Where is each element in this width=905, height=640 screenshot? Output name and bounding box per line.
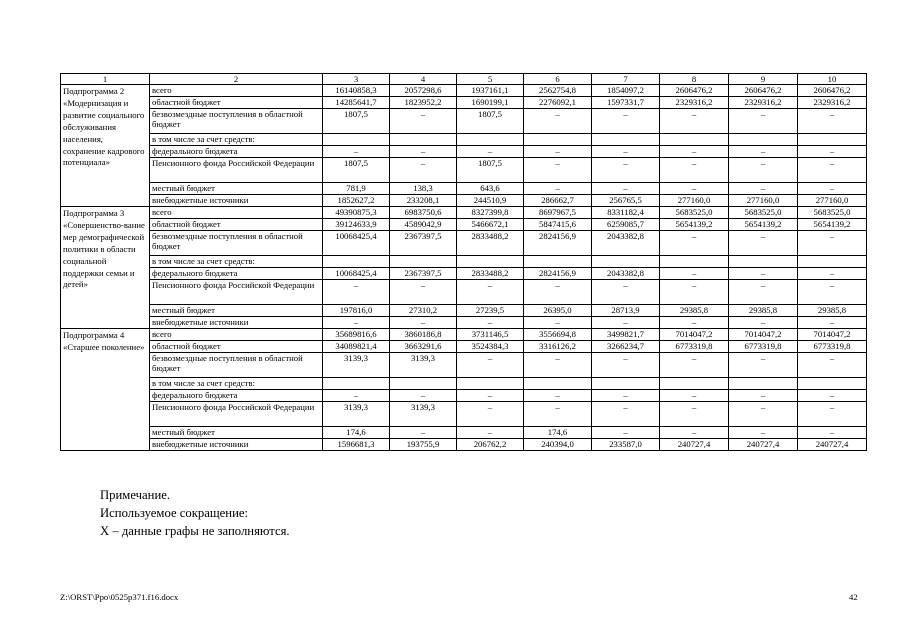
value-cell: 643,6 xyxy=(457,183,524,195)
value-cell: 4589042,9 xyxy=(390,219,457,231)
note-title: Примечание. xyxy=(100,488,171,502)
footer-file-path: Z:\ORST\Ppo\0525p371.f16.docx xyxy=(60,592,179,602)
value-cell: – xyxy=(798,427,867,439)
table-row xyxy=(61,305,867,317)
value-cell: 5654139,2 xyxy=(729,219,798,231)
value-cell: – xyxy=(660,109,729,134)
value-cell: 2367397,5 xyxy=(390,231,457,256)
value-cell: 1823952,2 xyxy=(390,97,457,109)
value-cell: – xyxy=(798,353,867,378)
value-cell: – xyxy=(660,158,729,183)
value-cell: 27239,5 xyxy=(457,305,524,317)
value-cell: 1807,5 xyxy=(323,109,390,134)
value-cell: 5466672,1 xyxy=(457,219,524,231)
column-number: 7 xyxy=(592,74,660,85)
value-cell: 35689816,6 xyxy=(323,329,390,341)
column-number: 1 xyxy=(61,74,150,85)
value-cell: 1596681,3 xyxy=(323,439,390,451)
table-row xyxy=(61,158,867,183)
value-cell: – xyxy=(729,353,798,378)
value-cell xyxy=(798,378,867,390)
value-cell: – xyxy=(390,390,457,402)
value-cell xyxy=(729,256,798,268)
value-cell: – xyxy=(798,158,867,183)
value-cell xyxy=(524,256,592,268)
value-cell: 2606476,2 xyxy=(798,85,867,97)
value-cell: 3499821,7 xyxy=(592,329,660,341)
row-label-cell: в том числе за счет средств: xyxy=(150,256,323,268)
table-row xyxy=(61,280,867,305)
value-cell: – xyxy=(592,146,660,158)
value-cell: 2276092,1 xyxy=(524,97,592,109)
value-cell: 3860186,8 xyxy=(390,329,457,341)
value-cell: 49390875,3 xyxy=(323,207,390,219)
value-cell: 34089821,4 xyxy=(323,341,390,353)
value-cell: 197816,0 xyxy=(323,305,390,317)
value-cell: – xyxy=(524,109,592,134)
value-cell: 39124633,9 xyxy=(323,219,390,231)
table-row xyxy=(61,219,867,231)
value-cell: 277160,0 xyxy=(660,195,729,207)
row-label-cell: внебюджетные источники xyxy=(150,439,323,451)
row-label-cell: всего xyxy=(150,329,323,341)
column-number: 2 xyxy=(150,74,323,85)
table-row xyxy=(61,134,867,146)
value-cell xyxy=(390,256,457,268)
row-label-cell: местный бюджет xyxy=(150,427,323,439)
value-cell: – xyxy=(524,158,592,183)
value-cell: – xyxy=(660,427,729,439)
table-row xyxy=(61,268,867,280)
value-cell xyxy=(524,134,592,146)
note-block xyxy=(100,486,290,541)
table-row xyxy=(61,207,867,219)
value-cell xyxy=(798,134,867,146)
value-cell: 6773319,8 xyxy=(660,341,729,353)
value-cell: 206762,2 xyxy=(457,439,524,451)
value-cell: 3266234,7 xyxy=(592,341,660,353)
column-number: 10 xyxy=(798,74,867,85)
row-label-cell: внебюджетные источники xyxy=(150,317,323,329)
table-row xyxy=(61,231,867,256)
value-cell: 6259085,7 xyxy=(592,219,660,231)
row-label-cell: всего xyxy=(150,85,323,97)
value-cell: – xyxy=(729,427,798,439)
value-cell: – xyxy=(660,183,729,195)
value-cell: – xyxy=(457,317,524,329)
value-cell xyxy=(390,378,457,390)
value-cell: 3524384,3 xyxy=(457,341,524,353)
value-cell: – xyxy=(323,317,390,329)
value-cell: 286662,7 xyxy=(524,195,592,207)
value-cell: – xyxy=(524,353,592,378)
value-cell: 5654139,2 xyxy=(660,219,729,231)
table-row xyxy=(61,256,867,268)
value-cell: 233208,1 xyxy=(390,195,457,207)
value-cell: – xyxy=(390,109,457,134)
value-cell: – xyxy=(592,183,660,195)
row-label-cell: федерального бюджета xyxy=(150,146,323,158)
value-cell xyxy=(457,256,524,268)
value-cell: 7014047,2 xyxy=(798,329,867,341)
value-cell: – xyxy=(798,183,867,195)
value-cell: – xyxy=(660,402,729,427)
value-cell: 3556694,8 xyxy=(524,329,592,341)
value-cell: 2606476,2 xyxy=(660,85,729,97)
value-cell: 240727,4 xyxy=(798,439,867,451)
value-cell: 3731146,5 xyxy=(457,329,524,341)
value-cell xyxy=(592,378,660,390)
note-abbreviation-text: Х – данные графы не заполняются. xyxy=(100,524,290,539)
value-cell: 2043382,8 xyxy=(592,231,660,256)
program-name-cell: Подпрограмма 2 «Модернизация и развитие социального обслуживания населения, сохранение кадрового потенциала» xyxy=(61,85,150,207)
value-cell xyxy=(524,378,592,390)
value-cell: 2329316,2 xyxy=(729,97,798,109)
value-cell: 3139,3 xyxy=(390,353,457,378)
column-number: 6 xyxy=(524,74,592,85)
value-cell: – xyxy=(323,146,390,158)
row-label-cell: федерального бюджета xyxy=(150,268,323,280)
row-label-cell: областной бюджет xyxy=(150,219,323,231)
value-cell xyxy=(457,134,524,146)
value-cell: – xyxy=(457,402,524,427)
value-cell: 27310,2 xyxy=(390,305,457,317)
value-cell: – xyxy=(457,146,524,158)
value-cell: 1937161,1 xyxy=(457,85,524,97)
value-cell: 2329316,2 xyxy=(798,97,867,109)
value-cell: 2367397,5 xyxy=(390,268,457,280)
value-cell: – xyxy=(729,402,798,427)
row-label-cell: всего xyxy=(150,207,323,219)
value-cell: – xyxy=(798,146,867,158)
value-cell: – xyxy=(729,231,798,256)
value-cell: 14285641,7 xyxy=(323,97,390,109)
value-cell: 1807,5 xyxy=(457,158,524,183)
value-cell: 3139,3 xyxy=(390,402,457,427)
table-row xyxy=(61,439,867,451)
value-cell: – xyxy=(798,390,867,402)
value-cell: – xyxy=(660,146,729,158)
value-cell: 138,3 xyxy=(390,183,457,195)
value-cell: – xyxy=(729,390,798,402)
value-cell: – xyxy=(323,390,390,402)
value-cell: – xyxy=(323,280,390,305)
column-number: 3 xyxy=(323,74,390,85)
note-abbreviation-heading: Используемое сокращение: xyxy=(100,506,249,521)
value-cell xyxy=(798,256,867,268)
value-cell: – xyxy=(729,317,798,329)
value-cell: – xyxy=(798,231,867,256)
value-cell: 8327399,8 xyxy=(457,207,524,219)
value-cell: 174,6 xyxy=(323,427,390,439)
value-cell: 5683525,0 xyxy=(660,207,729,219)
value-cell xyxy=(323,256,390,268)
row-label-cell: в том числе за счет средств: xyxy=(150,134,323,146)
value-cell: 2329316,2 xyxy=(660,97,729,109)
table-row xyxy=(61,378,867,390)
column-number: 8 xyxy=(660,74,729,85)
value-cell: 2043382,8 xyxy=(592,268,660,280)
table-row xyxy=(61,341,867,353)
value-cell: – xyxy=(592,353,660,378)
value-cell: 2824156,9 xyxy=(524,268,592,280)
row-label-cell: Пенсионного фонда Российской Федерации xyxy=(150,280,323,305)
row-label-cell: безвозмездные поступления в областной бюджет xyxy=(150,231,323,256)
table-row xyxy=(61,146,867,158)
row-label-cell: в том числе за счет средств: xyxy=(150,378,323,390)
program-name-cell: Подпрограмма 3 «Совершенство-вание мер демографической политики в области социальной поддержки семьи и детей» xyxy=(61,207,150,329)
value-cell xyxy=(660,378,729,390)
page-number: 42 xyxy=(849,592,858,602)
value-cell: 29385,8 xyxy=(729,305,798,317)
table-row xyxy=(61,390,867,402)
table-row xyxy=(61,317,867,329)
value-cell: – xyxy=(524,183,592,195)
value-cell: – xyxy=(592,317,660,329)
table-row xyxy=(61,353,867,378)
value-cell: – xyxy=(524,146,592,158)
value-cell: 1854097,2 xyxy=(592,85,660,97)
value-cell xyxy=(323,378,390,390)
row-label-cell: безвозмездные поступления в областной бюджет xyxy=(150,353,323,378)
row-label-cell: Пенсионного фонда Российской Федерации xyxy=(150,158,323,183)
row-label-cell: Пенсионного фонда Российской Федерации xyxy=(150,402,323,427)
row-label-cell: местный бюджет xyxy=(150,305,323,317)
value-cell: 193755,9 xyxy=(390,439,457,451)
value-cell: – xyxy=(592,402,660,427)
value-cell: 10068425,4 xyxy=(323,231,390,256)
value-cell: 277160,0 xyxy=(798,195,867,207)
value-cell: – xyxy=(592,390,660,402)
value-cell: 3139,3 xyxy=(323,353,390,378)
value-cell: 7014047,2 xyxy=(729,329,798,341)
budget-table xyxy=(60,73,867,451)
value-cell: 5683525,0 xyxy=(729,207,798,219)
value-cell: 240727,4 xyxy=(729,439,798,451)
table-row xyxy=(61,329,867,341)
value-cell: 2833488,2 xyxy=(457,268,524,280)
value-cell: 244510,9 xyxy=(457,195,524,207)
value-cell: – xyxy=(660,268,729,280)
value-cell xyxy=(729,134,798,146)
value-cell: 2606476,2 xyxy=(729,85,798,97)
value-cell: – xyxy=(457,390,524,402)
value-cell: 6773319,8 xyxy=(729,341,798,353)
value-cell xyxy=(592,256,660,268)
value-cell xyxy=(660,256,729,268)
value-cell xyxy=(390,134,457,146)
value-cell: – xyxy=(729,109,798,134)
value-cell: 174,6 xyxy=(524,427,592,439)
value-cell: 2824156,9 xyxy=(524,231,592,256)
row-label-cell: областной бюджет xyxy=(150,341,323,353)
row-label-cell: местный бюджет xyxy=(150,183,323,195)
value-cell: – xyxy=(660,390,729,402)
value-cell: – xyxy=(660,231,729,256)
value-cell: – xyxy=(592,158,660,183)
row-label-cell: внебюджетные источники xyxy=(150,195,323,207)
value-cell: – xyxy=(660,353,729,378)
value-cell: 2057298,6 xyxy=(390,85,457,97)
value-cell: – xyxy=(524,390,592,402)
value-cell: 5683525,0 xyxy=(798,207,867,219)
value-cell: 1807,5 xyxy=(457,109,524,134)
value-cell xyxy=(323,134,390,146)
value-cell: – xyxy=(660,280,729,305)
value-cell: 5654139,2 xyxy=(798,219,867,231)
value-cell: 277160,0 xyxy=(729,195,798,207)
value-cell: 2562754,8 xyxy=(524,85,592,97)
value-cell: 6773319,8 xyxy=(798,341,867,353)
value-cell: – xyxy=(390,158,457,183)
value-cell: 3663291,6 xyxy=(390,341,457,353)
value-cell: – xyxy=(390,146,457,158)
value-cell: – xyxy=(798,280,867,305)
value-cell: 3316126,2 xyxy=(524,341,592,353)
value-cell: – xyxy=(592,427,660,439)
value-cell xyxy=(457,378,524,390)
value-cell xyxy=(729,378,798,390)
value-cell: 1852627,2 xyxy=(323,195,390,207)
value-cell: 2833488,2 xyxy=(457,231,524,256)
value-cell: – xyxy=(729,158,798,183)
value-cell: – xyxy=(390,280,457,305)
value-cell: 29385,8 xyxy=(798,305,867,317)
value-cell: 240727,4 xyxy=(660,439,729,451)
value-cell: – xyxy=(390,317,457,329)
table-row xyxy=(61,402,867,427)
value-cell: 26395,0 xyxy=(524,305,592,317)
column-number: 9 xyxy=(729,74,798,85)
value-cell: – xyxy=(798,402,867,427)
value-cell: 233587,0 xyxy=(592,439,660,451)
table-row xyxy=(61,109,867,134)
row-label-cell: областной бюджет xyxy=(150,97,323,109)
value-cell: 240394,0 xyxy=(524,439,592,451)
value-cell: – xyxy=(524,280,592,305)
value-cell: 8331182,4 xyxy=(592,207,660,219)
program-name-cell: Подпрограмма 4 «Старшее поколение» xyxy=(61,329,150,451)
table-row xyxy=(61,427,867,439)
row-label-cell: федерального бюджета xyxy=(150,390,323,402)
value-cell: – xyxy=(457,353,524,378)
value-cell xyxy=(660,134,729,146)
value-cell: – xyxy=(592,109,660,134)
table-row xyxy=(61,85,867,97)
column-number-row xyxy=(61,74,867,85)
value-cell: 781,9 xyxy=(323,183,390,195)
column-number: 4 xyxy=(390,74,457,85)
table-row xyxy=(61,97,867,109)
value-cell: 8697967,5 xyxy=(524,207,592,219)
value-cell: – xyxy=(729,280,798,305)
value-cell: 7014047,2 xyxy=(660,329,729,341)
value-cell: – xyxy=(798,109,867,134)
table-row xyxy=(61,183,867,195)
value-cell: – xyxy=(457,280,524,305)
table-row xyxy=(61,195,867,207)
value-cell: – xyxy=(524,317,592,329)
value-cell xyxy=(592,134,660,146)
value-cell: 1690199,1 xyxy=(457,97,524,109)
value-cell: 10068425,4 xyxy=(323,268,390,280)
value-cell: 6983750,6 xyxy=(390,207,457,219)
value-cell: 1807,5 xyxy=(323,158,390,183)
value-cell: – xyxy=(390,427,457,439)
row-label-cell: безвозмездные поступления в областной бюджет xyxy=(150,109,323,134)
value-cell: – xyxy=(798,317,867,329)
value-cell: – xyxy=(592,280,660,305)
value-cell: 5847415,6 xyxy=(524,219,592,231)
value-cell: – xyxy=(729,183,798,195)
value-cell: – xyxy=(660,317,729,329)
value-cell: – xyxy=(524,402,592,427)
value-cell: 28713,9 xyxy=(592,305,660,317)
value-cell: 29385,8 xyxy=(660,305,729,317)
column-number: 5 xyxy=(457,74,524,85)
value-cell: – xyxy=(729,268,798,280)
value-cell: 1597331,7 xyxy=(592,97,660,109)
value-cell: 3139,3 xyxy=(323,402,390,427)
value-cell: – xyxy=(729,146,798,158)
value-cell: – xyxy=(457,427,524,439)
value-cell: – xyxy=(798,268,867,280)
value-cell: 256765,5 xyxy=(592,195,660,207)
value-cell: 16140858,3 xyxy=(323,85,390,97)
